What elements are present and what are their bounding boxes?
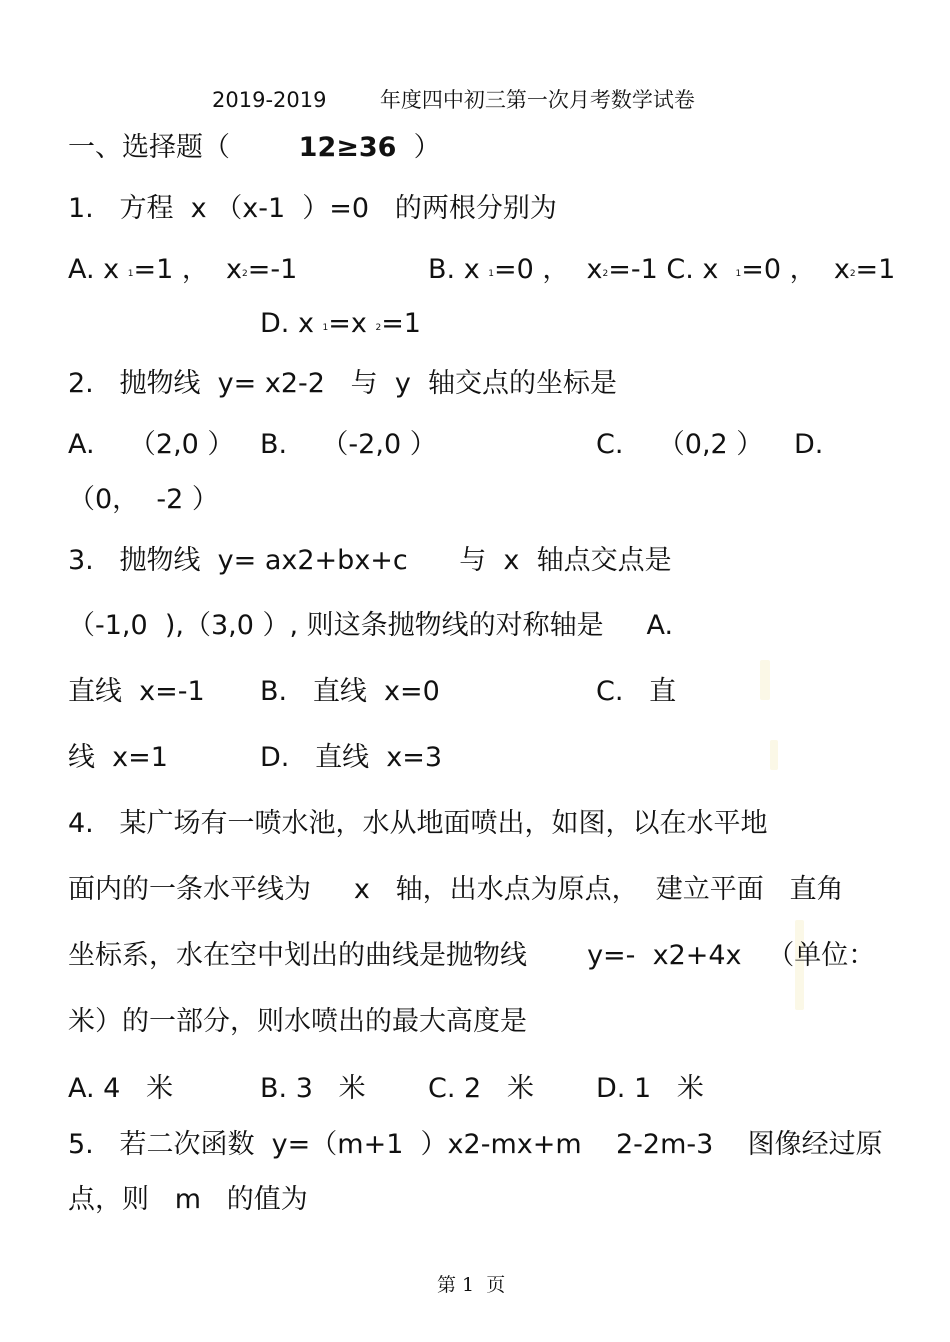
scan-blemish bbox=[770, 740, 778, 770]
q1-opt-text: D. x bbox=[260, 308, 323, 339]
subscript: 2 bbox=[375, 323, 382, 333]
section-heading bbox=[68, 130, 441, 166]
q5-stem-cont: 点，则 m 的值为 bbox=[68, 1184, 308, 1215]
q4-option-c: C. 2 米 bbox=[428, 1073, 534, 1104]
q1-opt-text: =1 bbox=[381, 308, 421, 339]
page-number: 第 1 页 bbox=[437, 1274, 506, 1296]
subscript: 2 bbox=[242, 269, 248, 279]
q4-stem-cont: 面内的一条水平线为 x 轴，出水点为原点， 建立平面 直角 bbox=[68, 874, 844, 905]
q1-stem: 1. 方程 x （x-1 ）=0 的两根分别为 bbox=[68, 193, 557, 224]
q3-option-b: B. 直线 x=0 bbox=[260, 676, 440, 707]
section-score: 12≥36 bbox=[298, 132, 397, 163]
q3-option-c-cont: 线 x=1 bbox=[68, 742, 168, 773]
section-heading-close: ） bbox=[396, 132, 441, 163]
q2-option-d-label: D. bbox=[794, 429, 824, 460]
scan-blemish bbox=[760, 660, 770, 700]
q2-option-c: C. （0,2 ） bbox=[596, 429, 764, 460]
subscript: 2 bbox=[602, 269, 609, 279]
q5-stem: 5. 若二次函数 y=（m+1 ）x2-mx+m 2-2m-3 图像经过原 bbox=[68, 1129, 883, 1160]
q4-stem-cont: 米）的一部分，则水喷出的最大高度是 bbox=[68, 1006, 527, 1037]
q3-option-d: D. 直线 x=3 bbox=[260, 742, 443, 773]
q3-option-a: 直线 x=-1 bbox=[68, 676, 205, 707]
q4-option-d: D. 1 米 bbox=[596, 1073, 704, 1104]
q1-opt-text: =1 ， x bbox=[133, 254, 242, 285]
q2-stem: 2. 抛物线 y= x2-2 与 y 轴交点的坐标是 bbox=[68, 368, 617, 399]
subscript: 1 bbox=[322, 323, 329, 333]
q3-option-c: C. 直 bbox=[596, 676, 677, 707]
q1-opt-text: =-1 bbox=[247, 254, 298, 285]
q2-option-d: （0， -2 ） bbox=[68, 484, 219, 515]
q3-stem-cont: （-1,0 ),（3,0 ）, 则这条抛物线的对称轴是 A. bbox=[68, 610, 674, 641]
exam-title: 2019-2019 年度四中初三第一次月考数学试卷 bbox=[212, 88, 695, 112]
q3-stem: 3. 抛物线 y= ax2+bx+c 与 x 轴点交点是 bbox=[68, 545, 672, 576]
subscript: 2 bbox=[849, 269, 856, 279]
q4-option-b: B. 3 米 bbox=[260, 1073, 366, 1104]
q2-option-a: A. （2,0 ） bbox=[68, 429, 235, 460]
q1-opt-text: =1 bbox=[855, 254, 896, 285]
subscript: 1 bbox=[735, 269, 742, 279]
q1-options-bc bbox=[428, 252, 895, 292]
q1-option-d bbox=[260, 306, 421, 346]
q1-opt-text: =0 ， x bbox=[741, 254, 850, 285]
q1-opt-text: =x bbox=[328, 308, 376, 339]
q4-option-a: A. 4 米 bbox=[68, 1073, 174, 1104]
section-heading-text: 一、选择题（ bbox=[68, 132, 299, 163]
q4-stem: 4. 某广场有一喷水池，水从地面喷出，如图，以在水平地 bbox=[68, 808, 768, 839]
q2-option-b: B. （-2,0 ） bbox=[260, 429, 437, 460]
q4-stem-cont: 坐标系，水在空中划出的曲线是抛物线 y=- x2+4x （单位： bbox=[68, 940, 876, 971]
q1-opt-text: =0 ， x bbox=[493, 254, 603, 285]
q1-opt-text: =-1 C. x bbox=[608, 254, 736, 285]
subscript: 1 bbox=[127, 269, 134, 279]
q1-opt-text: A. x bbox=[68, 254, 128, 285]
q1-opt-text: B. x bbox=[428, 254, 489, 285]
subscript: 1 bbox=[488, 269, 494, 279]
q1-options-a bbox=[68, 252, 297, 292]
